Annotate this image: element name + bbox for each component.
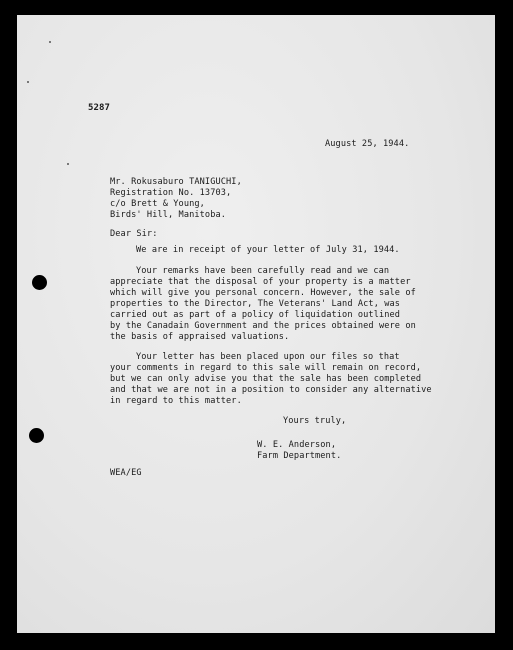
paragraph-3-line: Your letter has been placed upon our files so that xyxy=(136,352,400,362)
paper-speck xyxy=(49,41,51,43)
paragraph-3-line: in regard to this matter. xyxy=(110,396,242,406)
paragraph-2-line: carried out as part of a policy of liquidation outlined xyxy=(110,310,401,320)
recipient-care-of: c/o Brett & Young, xyxy=(110,199,205,209)
paragraph-1-line: We are in receipt of your letter of July 31, 1944. xyxy=(136,245,400,255)
paragraph-2-line: Your remarks have been carefully read and we can xyxy=(136,266,390,276)
recipient-location: Birds' Hill, Manitoba. xyxy=(110,210,227,220)
paragraph-3-line: and that we are not in a position to consider any alternative xyxy=(110,385,432,395)
letter-date: August 25, 1944. xyxy=(325,139,410,149)
recipient-registration: Registration No. 13703, xyxy=(110,188,232,198)
typist-initials: WEA/EG xyxy=(110,468,142,478)
closing: Yours truly, xyxy=(283,416,347,426)
signature-department: Farm Department. xyxy=(257,451,342,461)
salutation: Dear Sir: xyxy=(110,229,158,239)
paragraph-3-line: but we can only advise you that the sale has been completed xyxy=(110,374,422,384)
document-number: 5287 xyxy=(88,103,111,113)
signature-name: W. E. Anderson, xyxy=(257,440,337,450)
punch-hole-top xyxy=(32,275,47,290)
paragraph-2-line: by the Canadain Government and the prices obtained were on xyxy=(110,321,416,331)
paragraph-2-line: appreciate that the disposal of your property is a matter xyxy=(110,277,411,287)
paragraph-3-line: your comments in regard to this sale will remain on record, xyxy=(110,363,422,373)
paragraph-2-line: which will give you personal concern. However, the sale of xyxy=(110,288,416,298)
paper-speck xyxy=(67,163,69,165)
paragraph-2-line: the basis of appraised valuations. xyxy=(110,332,290,342)
recipient-name: Mr. Rokusaburo TANIGUCHI, xyxy=(110,177,242,187)
paper-speck xyxy=(27,81,29,83)
paragraph-2-line: properties to the Director, The Veterans' Land Act, was xyxy=(110,299,401,309)
punch-hole-bottom xyxy=(29,428,44,443)
